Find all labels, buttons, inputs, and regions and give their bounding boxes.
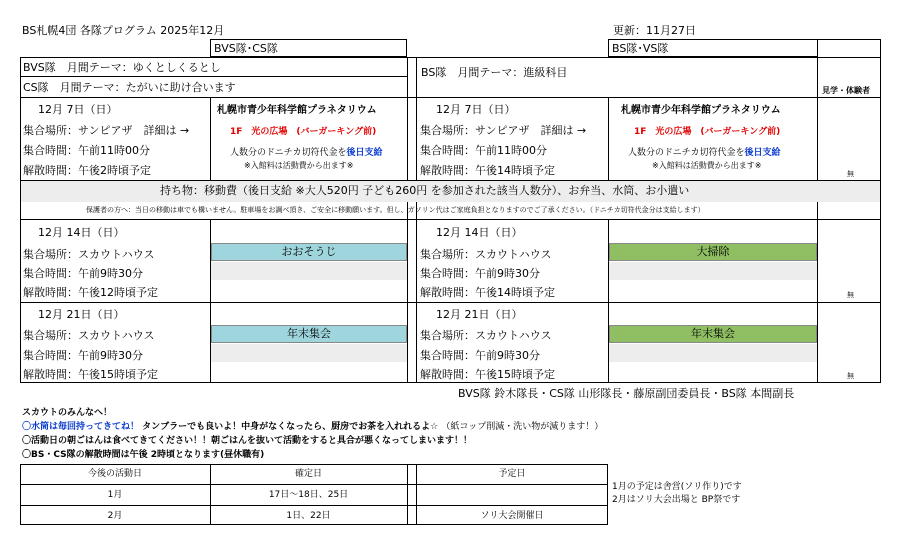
w1-left-floor: 1F 光の広場 (バーガーキング前) — [230, 127, 377, 137]
w3-left-blank — [211, 344, 407, 362]
w1-left-place: 集合場所：サンピアザ 詳細は → — [23, 124, 190, 137]
w3-observer: 無 — [847, 372, 854, 380]
w2-right-gather: 集合時間：午前9時30分 — [420, 267, 540, 280]
message-line-2: 〇活動日の朝ごはんは食べてきてください！！朝ごはんを抜いて活動をすると具合が悪くなってしまいます！！ — [22, 436, 473, 446]
center-divider-2 — [416, 57, 417, 383]
w3-right-divider — [608, 303, 609, 383]
future-row-1-month: 1月 — [107, 490, 123, 500]
theme-divider — [20, 97, 881, 98]
w2-left-activity: おおそうじ — [211, 243, 407, 261]
w1-left-gather: 集合時間：午前11時00分 — [23, 144, 150, 157]
w3-right-blank — [609, 344, 817, 362]
future-header-month: 今後の活動日 — [87, 469, 142, 479]
w1-right-venue: 札幌市青少年科学館プラネタリウム — [621, 105, 781, 116]
right-unit-label: BS隊･VS隊 — [612, 42, 669, 55]
cs-theme-row — [20, 77, 407, 97]
cs-theme: CS隊 月間テーマ：たがいに助け合います — [23, 81, 236, 94]
w2-right-blank — [609, 262, 817, 280]
future-row-line-2 — [20, 505, 608, 506]
w3-right-dismiss: 解散時間：午後15時頃予定 — [420, 368, 555, 381]
w2-right-place: 集合場所：スカウトハウス — [420, 248, 552, 261]
future-header-planned: 予定日 — [498, 469, 526, 479]
w1-right-gather: 集合時間：午前11時00分 — [420, 144, 547, 157]
w1-left-note-divider — [210, 97, 211, 180]
bvs-theme: BVS隊 月間テーマ：ゆくとしくるとし — [23, 61, 221, 74]
w1-right-floor: 1F 光の広場 (バーガーキング前) — [634, 127, 781, 137]
right-unit-header — [608, 39, 817, 57]
w3-left-gather: 集合時間：午前9時30分 — [23, 349, 143, 362]
future-header-confirmed: 確定日 — [294, 469, 322, 479]
observer-divider — [817, 39, 818, 383]
center-divider — [407, 57, 408, 383]
message-line-1: 〇水筒は毎回持ってきてね！ タンブラーでも良いよ！中身がなくなったら、厨房でお茶を入れれるよ☆ （紙コップ削減・洗い物が減ります！） — [22, 422, 604, 432]
w3-right-place: 集合場所：スカウトハウス — [420, 329, 552, 342]
belongings: 持ち物：移動費（後日支給 ※大人520円 子ども260円 を参加された該当人数分）、お弁当、水筒、お小遣い — [160, 184, 690, 197]
w3-left-place: 集合場所：スカウトハウス — [23, 329, 155, 342]
future-note-1: 1月の予定は舎営(ソリ作り)です — [612, 482, 742, 492]
w2-observer: 無 — [847, 291, 854, 299]
observer-top — [817, 39, 881, 57]
w3-left-activity: 年末集会 — [211, 325, 407, 343]
guardian-note: 保護者の方へ：当日の移動は車でも構いません。駐車場をお調べ頂き、ご安全に移動願います。但し、ガソリン代はご家庭負担となりますのでご了承ください。（ドニチカ切符代金分は支給します） — [86, 206, 705, 214]
bs-theme: BS隊 月間テーマ：進級科目 — [421, 66, 568, 79]
w2-left-date: 12月 14日（日） — [38, 226, 125, 239]
w3-left-divider — [210, 303, 211, 383]
leaders: BVS隊 鈴木隊長・CS隊 山形隊長・藤原副団委員長・BS隊 本間副長 — [458, 387, 795, 400]
w2-left-dismiss: 解散時間：午後12時頃予定 — [23, 286, 158, 299]
future-col-line-2 — [407, 464, 408, 525]
left-unit-label: BVS隊･CS隊 — [214, 42, 278, 55]
w1-right-entry: ※入館料は活動費から出ます※ — [652, 161, 762, 170]
w2-left-place: 集合場所：スカウトハウス — [23, 248, 155, 261]
w2-left-blank — [211, 262, 407, 280]
week1-bottom-line — [20, 219, 881, 220]
w1-left-entry: ※入館料は活動費から出ます※ — [244, 161, 354, 170]
w2-right-divider — [608, 220, 609, 302]
w2-left-divider — [210, 220, 211, 302]
w1-observer: 無 — [847, 170, 854, 178]
w3-right-date: 12月 21日（日） — [436, 308, 523, 321]
w1-left-dismiss: 解散時間：午後2時頃予定 — [23, 164, 151, 177]
future-row-2-month: 2月 — [107, 511, 123, 521]
bvs-theme-row — [20, 57, 407, 77]
w1-right-place: 集合場所：サンピアザ 詳細は → — [420, 124, 587, 137]
future-note-2: 2月はソリ大会出場と BP祭です — [612, 495, 741, 505]
w1-right-cost: 人数分のドニチカ切符代金を後日支給 — [628, 148, 781, 158]
week2-bottom-line — [20, 302, 881, 303]
future-row-2-planned: ソリ大会開催日 — [480, 511, 544, 521]
w3-left-dismiss: 解散時間：午後15時頃予定 — [23, 368, 158, 381]
left-unit-header — [210, 39, 407, 57]
w1-left-cost: 人数分のドニチカ切符代金を後日支給 — [230, 148, 383, 158]
future-row-1-confirmed: 17日～18日、25日 — [268, 490, 349, 500]
observer-header: 見学・体験者 — [822, 86, 870, 95]
w3-left-date: 12月 21日（日） — [38, 308, 125, 321]
messages-heading: スカウトのみんなへ！ — [22, 408, 113, 418]
w3-right-activity: 年末集会 — [609, 325, 817, 343]
future-row-line-1 — [20, 484, 608, 485]
w1-right-note-divider — [608, 97, 609, 180]
w1-right-dismiss: 解散時間：午後14時頃予定 — [420, 164, 555, 177]
message-line-3: 〇BS・CS隊の解散時間は午後 2時頃となります(昼休職有) — [22, 450, 265, 460]
w2-right-date: 12月 14日（日） — [436, 226, 523, 239]
w2-left-gather: 集合時間：午前9時30分 — [23, 267, 143, 280]
w1-right-date: 12月 7日（日） — [436, 103, 516, 116]
future-row-2-confirmed: 1日、22日 — [286, 511, 331, 521]
w1-left-date: 12月 7日（日） — [38, 103, 118, 116]
w3-right-gather: 集合時間：午前9時30分 — [420, 349, 540, 362]
w2-right-dismiss: 解散時間：午後14時頃予定 — [420, 286, 555, 299]
page-title: BS札幌4団 各隊プログラム 2025年12月 — [22, 24, 225, 37]
w2-right-activity: 大掃除 — [609, 243, 817, 261]
w1-left-venue: 札幌市青少年科学館プラネタリウム — [217, 105, 377, 116]
updated-date: 更新：11月27日 — [613, 24, 696, 37]
